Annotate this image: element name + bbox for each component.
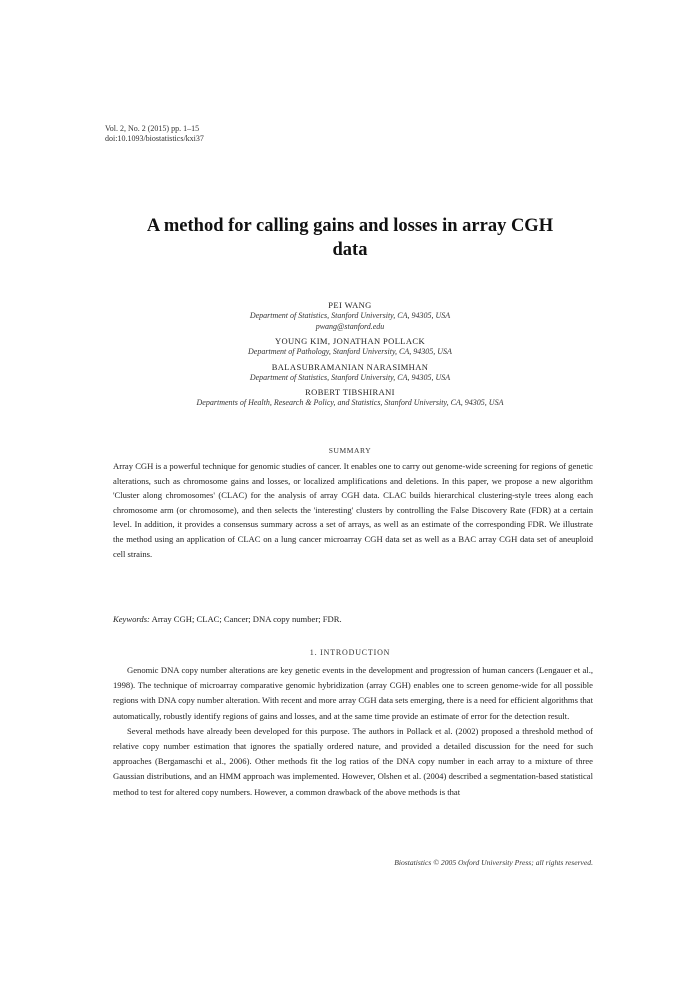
journal-reference xyxy=(105,124,204,144)
copyright-footer: Biostatistics © 2005 Oxford University Press; all rights reserved. xyxy=(394,858,593,867)
abstract-text: Array CGH is a powerful technique for genomic studies of cancer. It enables one to carry out genome-wide screening for regions of genetic alterations, such as chromosome gains and losses, or localized amplifications and deletions. In this paper, we propose a new algorithm 'Cluster along chromosomes' (CLAC) for the analysis of array CGH data. CLAC builds hierarchical clustering-style trees along each chromosome arm (or chromosome), and then selects the 'interesting' clusters by controlling the False Discovery Rate (FDR) at a certain level. In addition, it provides a consensus summary across a set of arrays, as well as an estimate of the corresponding FDR. We illustrate the method using an application of CLAC on a lung cancer microarray CGH data set as well as a BAC array CGH data set of aneuploid cell strains. xyxy=(113,461,593,559)
paper-title: A method for calling gains and losses in array CGH data xyxy=(146,216,554,260)
author-name: PEI WANG xyxy=(328,300,372,310)
author-affiliation: Department of Statistics, Stanford University, CA, 94305, USA xyxy=(249,311,451,320)
paragraph: Several methods have already been developed for this purpose. The authors in Pollack et al. (2002) proposed a threshold method of relative copy number estimation that ignores the spatially ordered nature, and provided a detailed discussion for the need for such approaches (Bergamaschi et al., 2006). Other methods fit the log ratios of the DNA copy number in each array to a mixture of three Gaussian distributions, and an HMM approach was implemented. However, Olshen et al. (2004) described a segmentation-based statistical method to test for altered copy numbers. However, a common drawback of the above methods is that xyxy=(113,725,593,797)
journal-doi-line: doi:10.1093/biostatistics/kxi37 xyxy=(105,134,204,143)
author-email: pwang@stanford.edu xyxy=(315,321,385,331)
author-list xyxy=(60,300,640,413)
journal-volume-line: Vol. 2, No. 2 (2015) pp. 1–15 xyxy=(105,124,200,133)
keywords-text: Array CGH; CLAC; Cancer; DNA copy number; FDR. xyxy=(151,614,342,624)
author-affiliation: Departments of Health, Research & Policy, and Statistics, Stanford University, CA, 94305, USA xyxy=(196,398,504,407)
author-name: YOUNG KIM, JONATHAN POLLACK xyxy=(274,336,426,346)
section-heading-introduction: 1. INTRODUCTION xyxy=(309,648,391,657)
author-affiliation: Department of Statistics, Stanford University, CA, 94305, USA xyxy=(249,372,451,382)
author-block xyxy=(60,362,640,384)
keywords xyxy=(113,613,593,625)
author-block xyxy=(60,336,640,358)
author-name: BALASUBRAMANIAN NARASIMHAN xyxy=(271,361,429,372)
keywords-label: Keywords: xyxy=(113,614,150,624)
introduction-body xyxy=(113,663,593,800)
author-block xyxy=(60,387,640,409)
paragraph: Genomic DNA copy number alterations are key genetic events in the development and progression of human cancers (Lengauer et al., 1998). The technique of microarray comparative genomic hybridization (array CGH) enables one to screen genome-wide for all possible regions with DNA copy number alteration. With recent and more array CGH data sets emerging, there is a need for efficient algorithms that automatically, robustly identify regions of gains and losses, and at the same time provide an estimate of error for the detection result. xyxy=(113,665,593,721)
author-block xyxy=(60,300,640,332)
abstract-heading: SUMMARY xyxy=(328,446,372,455)
author-affiliation: Department of Pathology, Stanford University, CA, 94305, USA xyxy=(248,347,452,356)
author-name: ROBERT TIBSHIRANI xyxy=(305,387,395,397)
